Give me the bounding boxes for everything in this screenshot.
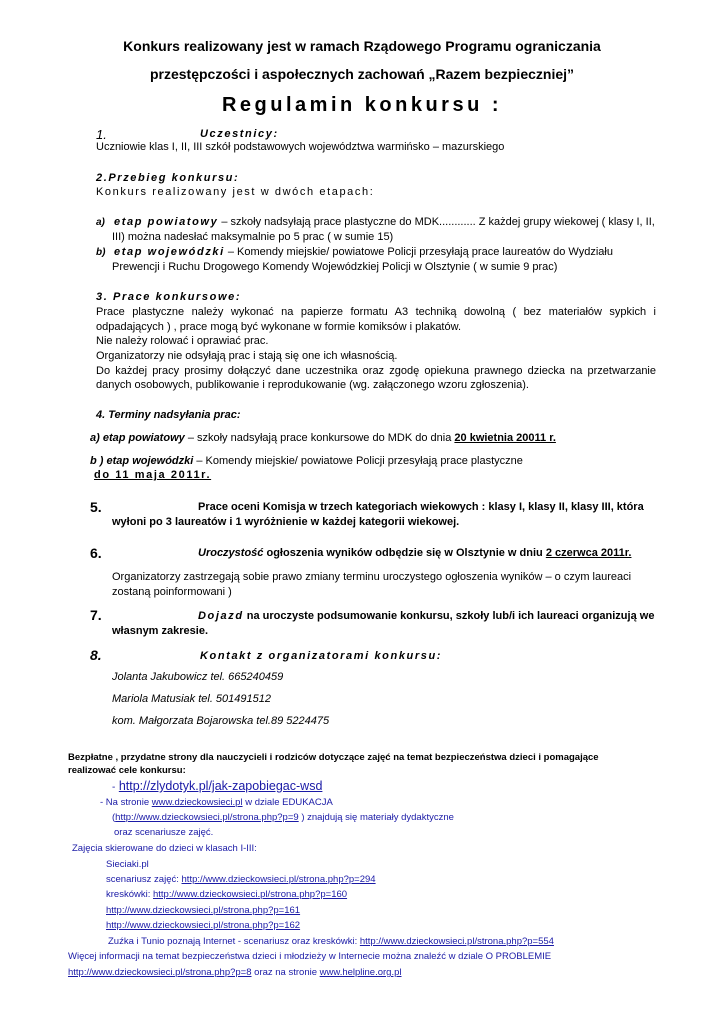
footer-line-12: Więcej informacji na temat bezpieczeństwa dzieci i młodzieży w Internecie można znaleźć w dziale O PROBLEMIE <box>68 951 552 962</box>
section-5-line-1: Prace oceni Komisja w trzech kategoriach wiekowych : klasy I, klasy II, klasy III, która <box>198 501 644 513</box>
helpline-link[interactable]: www.helpline.org.pl <box>319 967 402 978</box>
section-8-number: 8. <box>90 647 102 663</box>
section-2-b-marker: b) <box>96 247 106 258</box>
section-4-heading: 4. Terminy nadsyłania prac: <box>96 409 241 421</box>
section-4-a-date: 20 kwietnia 20011 r. <box>454 432 556 444</box>
dzieckowsieci-p294-link[interactable]: http://www.dzieckowsieci.pl/strona.php?p=294 <box>181 874 376 885</box>
section-2-b-label: etap wojewódzki <box>114 246 225 258</box>
zlydotyk-link[interactable]: http://zlydotyk.pl/jak-zapobiegac-wsd <box>118 779 323 793</box>
section-4-a-text: – szkoły nadsyłają prace konkursowe do MDK do dnia <box>187 432 452 444</box>
header-line-2: przestępczości i aspołecznych zachowań „Razem bezpieczniej” <box>149 66 575 82</box>
footer-line-6: Sieciaki.pl <box>106 859 149 870</box>
footer-line-2-suffix: w dziale EDUKACJA <box>245 797 333 808</box>
section-3-line-1: Prace plastyczne należy wykonać na papierze formatu A3 techniką dowolną ( bez materiałów sypkich i <box>96 306 656 318</box>
contact-3: kom. Małgorzata Bojarowska tel.89 5224475 <box>112 715 330 727</box>
section-6-date: 2 czerwca 2011r. <box>545 547 632 559</box>
section-2-a-line-2: III) można nadesłać maksymalnie po 5 prac ( w sumie 15) <box>112 231 394 243</box>
footer-line-7 <box>106 874 376 885</box>
footer-line-3-prefix: ( <box>112 812 116 823</box>
section-4-b-text: – Komendy miejskie/ powiatowe Policji przesyłają prace plastyczne <box>196 455 523 467</box>
section-4-a-label: etap powiatowy <box>102 432 185 444</box>
section-5-number: 5. <box>90 499 102 515</box>
section-3-line-6: danych osobowych, publikowanie i reprodukowanie (wg. załączonego wzoru zgłoszenia). <box>96 379 529 391</box>
section-1-heading: Uczestnicy: <box>200 128 279 140</box>
section-6-italic: Uroczystość <box>198 547 264 559</box>
section-3-line-4: Organizatorzy nie odsyłają prac i stają się one ich własnością. <box>96 350 398 362</box>
dzieckowsieci-link[interactable]: www.dzieckowsieci.pl <box>151 797 243 808</box>
section-7-number: 7. <box>90 607 102 623</box>
section-2-b-line-2: Prewencji i Ruchu Drogowego Komendy Wojewódzkiej Policji w Olsztynie ( w sumie 9 prac) <box>112 261 558 273</box>
section-2-a-text: – szkoły nadsyłają prace plastyczne do MDK............ Z każdej grupy wiekowej ( klasy I, II, <box>221 216 655 228</box>
footer-line-5: Zajęcia skierowane do dzieci w klasach I-III: <box>72 843 257 854</box>
section-6-note-line-2: zostaną poinformowani ) <box>112 586 232 598</box>
page-title: Regulamin konkursu : <box>221 94 503 116</box>
footer-line-3 <box>112 812 454 823</box>
section-3-line-3: Nie należy rolować i oprawiać prac. <box>96 335 269 347</box>
footer-line-8 <box>106 889 347 900</box>
section-4-b-date: do 11 maja 2011r. <box>94 469 212 481</box>
footer-line-2-prefix: - Na stronie <box>100 797 150 808</box>
section-2-b-line-1 <box>114 246 613 258</box>
section-5-line-2: wyłoni po 3 laureatów i 1 wyróżnienie w każdej kategorii wiekowej. <box>112 516 460 528</box>
section-8-heading: Kontakt z organizatorami konkursu: <box>200 650 443 662</box>
footer-intro-line-2: realizować cele konkursu: <box>68 765 186 776</box>
footer-line-9 <box>106 905 300 916</box>
section-2-a-marker: a) <box>96 217 105 228</box>
section-3-line-2: odpadających ) , prace mogą być wykonane w formie komiksów i plakatów. <box>96 321 462 333</box>
section-7-line-2: własnym zakresie. <box>112 625 209 637</box>
dzieckowsieci-p162-link[interactable]: http://www.dzieckowsieci.pl/strona.php?p=162 <box>106 920 301 931</box>
section-2-a-line-1 <box>114 216 655 228</box>
section-2-a-label: etap powiatowy <box>114 216 219 228</box>
section-6-text: ogłoszenia wyników odbędzie się w Olsztynie w dniu <box>266 547 543 559</box>
section-3-line-5: Do każdej pracy prosimy dołączyć dane uczestnika oraz zgodę opiekuna prawnego dziecka na przetwarzanie <box>96 365 656 377</box>
footer-line-11 <box>108 936 554 947</box>
dzieckowsieci-p8-link[interactable]: http://www.dzieckowsieci.pl/strona.php?p=8 <box>68 967 252 978</box>
contact-2: Mariola Matusiak tel. 501491512 <box>112 693 271 705</box>
footer-dash: - <box>112 782 116 793</box>
section-7-text: na uroczyste podsumowanie konkursu, szkoły lub/i ich laureaci organizują we <box>246 610 655 622</box>
dzieckowsieci-p161-link[interactable]: http://www.dzieckowsieci.pl/strona.php?p=161 <box>106 905 301 916</box>
section-3-heading: 3. Prace konkursowe: <box>96 291 242 303</box>
footer-line-13-middle: oraz na stronie <box>254 967 317 978</box>
footer-line-11-prefix: Zuźka i Tunio poznają Internet - scenariusz oraz kreskówki: <box>108 936 358 947</box>
contact-1: Jolanta Jakubowicz tel. 665240459 <box>112 671 284 683</box>
footer-line-10 <box>106 920 300 931</box>
section-4-b-marker: b ) <box>90 455 104 467</box>
section-2-b-text: – Komendy miejskie/ powiatowe Policji przesyłają prace laureatów do Wydziału <box>227 246 613 258</box>
section-4-b-label: etap wojewódzki <box>106 455 194 467</box>
section-2-intro: Konkurs realizowany jest w dwóch etapach: <box>96 186 375 198</box>
footer-line-3-suffix: ) znajdują się materiały dydaktyczne <box>301 812 454 823</box>
dzieckowsieci-p9-link[interactable]: http://www.dzieckowsieci.pl/strona.php?p=9 <box>115 812 299 823</box>
footer-line-8-prefix: kreskówki: <box>106 889 151 900</box>
header-line-1: Konkurs realizowany jest w ramach Rządowego Programu ograniczania <box>123 38 601 54</box>
footer-line-zlydotyk <box>112 779 322 793</box>
section-4-a-line <box>90 432 556 444</box>
section-6-number: 6. <box>90 545 102 561</box>
footer-line-4: oraz scenariusze zajęć. <box>114 827 214 838</box>
section-6-note-line-1: Organizatorzy zastrzegają sobie prawo zmiany terminu uroczystego ogłoszenia wyników – o czym laureaci <box>112 571 632 583</box>
footer-line-13 <box>68 967 402 978</box>
section-4-b-line <box>90 455 523 467</box>
section-1-text: Uczniowie klas I, II, III szkół podstawowych województwa warmińsko – mazurskiego <box>96 141 505 153</box>
section-7-line-1 <box>198 610 654 622</box>
section-6-line <box>198 547 631 559</box>
section-7-italic: Dojazd <box>198 610 244 622</box>
footer-intro-line-1: Bezpłatne , przydatne strony dla nauczycieli i rodziców dotyczące zajęć na temat bezpieczeństwa dzieci i pomagające <box>68 752 599 763</box>
section-1-number: 1. <box>96 127 107 142</box>
footer-line-2 <box>100 797 333 808</box>
dzieckowsieci-p160-link[interactable]: http://www.dzieckowsieci.pl/strona.php?p=160 <box>152 889 348 900</box>
section-4-a-marker: a) <box>90 432 100 444</box>
section-2-heading: 2.Przebieg konkursu: <box>96 172 240 184</box>
dzieckowsieci-p554-link[interactable]: http://www.dzieckowsieci.pl/strona.php?p=554 <box>359 936 554 947</box>
footer-line-7-prefix: scenariusz zajęć: <box>106 874 179 885</box>
